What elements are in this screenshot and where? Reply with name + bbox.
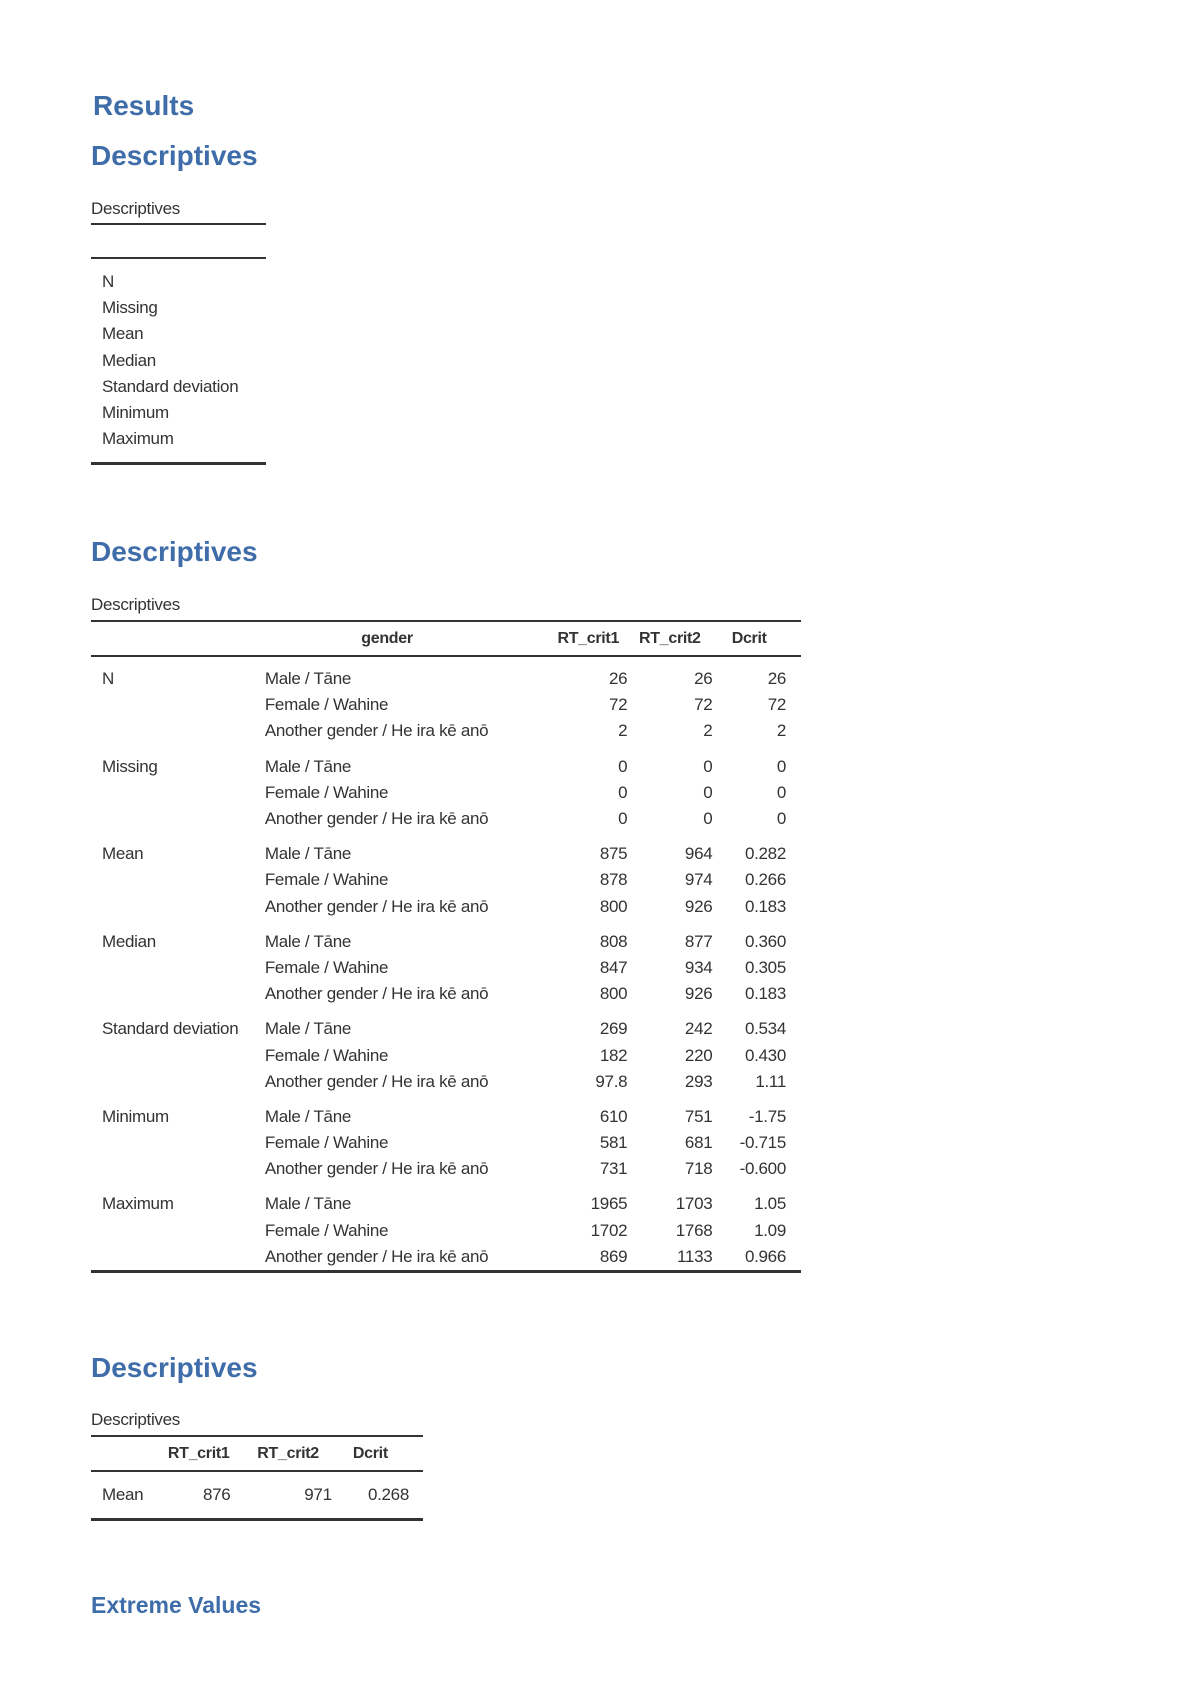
table-row xyxy=(91,981,801,1007)
gender-cell: Another gender / He ira kē anō xyxy=(264,1071,489,1091)
row-label xyxy=(91,955,265,981)
column-header-blank xyxy=(91,1436,167,1471)
value-dcrit: 0.266 xyxy=(744,870,786,890)
gender-cell: Female / Wahine xyxy=(264,1220,389,1240)
row-label xyxy=(91,1244,265,1272)
gender-cell: Male / Tāne xyxy=(264,1019,352,1039)
row-label: Median xyxy=(102,350,156,370)
value-rt-crit1: 876 xyxy=(202,1485,231,1504)
section3-caption: Descriptives xyxy=(91,1410,180,1429)
table-row xyxy=(91,745,801,780)
row-label: N xyxy=(102,669,114,689)
gender-cell: Female / Wahine xyxy=(264,870,389,890)
value-rt-crit1: 808 xyxy=(599,931,628,951)
value-rt-crit1: 26 xyxy=(608,669,628,689)
value-dcrit: 0.183 xyxy=(744,984,786,1004)
value-rt-crit1: 800 xyxy=(599,896,628,916)
gender-cell: Female / Wahine xyxy=(264,1133,389,1153)
gender-cell: Male / Tāne xyxy=(264,1194,352,1214)
gender-cell: Male / Tāne xyxy=(264,931,352,951)
column-header-dcrit: Dcrit xyxy=(712,621,801,656)
value-rt-crit1: 182 xyxy=(599,1045,628,1065)
table-row xyxy=(91,920,801,955)
table-row xyxy=(91,806,801,832)
gender-cell: Male / Tāne xyxy=(264,756,352,776)
section3-heading: Descriptives xyxy=(91,1352,258,1383)
table-row xyxy=(91,780,801,806)
gender-cell: Male / Tāne xyxy=(264,669,352,689)
value-dcrit: 0.305 xyxy=(744,957,786,977)
table-header-row xyxy=(91,1436,423,1471)
value-dcrit: 26 xyxy=(767,669,786,689)
gender-cell: Male / Tāne xyxy=(264,1106,352,1126)
column-header-rt-crit1: RT_crit1 xyxy=(167,1436,244,1471)
column-header-gender: gender xyxy=(265,621,549,656)
table-row xyxy=(91,400,266,426)
value-dcrit: 0.534 xyxy=(744,1019,786,1039)
value-rt-crit2: 0 xyxy=(703,782,713,802)
value-rt-crit2: 293 xyxy=(684,1071,713,1091)
table-row xyxy=(91,1182,801,1217)
value-dcrit: 0 xyxy=(776,782,786,802)
value-dcrit: 2 xyxy=(776,721,786,741)
row-label: Mean xyxy=(102,844,144,864)
value-rt-crit2: 926 xyxy=(684,896,713,916)
table-row xyxy=(91,832,801,867)
row-label: Missing xyxy=(102,298,158,318)
value-rt-crit1: 1965 xyxy=(590,1194,628,1214)
value-rt-crit2: 974 xyxy=(684,870,713,890)
table-row xyxy=(91,867,801,893)
table-row xyxy=(91,955,801,981)
gender-cell: Another gender / He ira kē anō xyxy=(264,809,489,829)
value-dcrit: 0.966 xyxy=(744,1246,786,1266)
gender-cell: Female / Wahine xyxy=(264,695,389,715)
table-row xyxy=(91,656,801,692)
row-label xyxy=(91,1069,265,1095)
row-label xyxy=(91,780,265,806)
gender-cell: Female / Wahine xyxy=(264,1045,389,1065)
row-label: Maximum xyxy=(102,429,174,449)
row-label xyxy=(91,981,265,1007)
value-dcrit: -1.75 xyxy=(748,1106,786,1126)
value-dcrit: 0.268 xyxy=(367,1485,409,1504)
value-dcrit: 1.09 xyxy=(754,1220,786,1240)
table-row xyxy=(91,348,266,374)
row-label xyxy=(91,1042,265,1068)
row-label xyxy=(91,1156,265,1182)
row-label: Standard deviation xyxy=(102,1019,239,1039)
row-label xyxy=(91,806,265,832)
value-rt-crit2: 0 xyxy=(703,756,713,776)
row-label xyxy=(91,718,265,744)
row-label: Minimum xyxy=(102,403,169,423)
table1-header-row xyxy=(91,224,266,258)
value-dcrit: -0.715 xyxy=(739,1133,786,1153)
gender-cell: Another gender / He ira kē anō xyxy=(264,1246,489,1266)
row-label: Missing xyxy=(102,756,158,776)
row-label: N xyxy=(102,272,114,292)
column-header-blank xyxy=(91,621,265,656)
value-rt-crit1: 269 xyxy=(599,1019,628,1039)
value-dcrit: 0.282 xyxy=(744,844,786,864)
column-header-dcrit: Dcrit xyxy=(332,1436,423,1471)
gender-cell: Another gender / He ira kē anō xyxy=(264,896,489,916)
table-row xyxy=(91,321,266,347)
value-dcrit: 0.430 xyxy=(744,1045,786,1065)
value-rt-crit1: 97.8 xyxy=(595,1071,628,1091)
gender-cell: Another gender / He ira kē anō xyxy=(264,721,489,741)
value-rt-crit1: 72 xyxy=(608,695,628,715)
value-rt-crit1: 0 xyxy=(618,809,628,829)
value-rt-crit2: 72 xyxy=(694,695,713,715)
table-row xyxy=(91,1042,801,1068)
value-rt-crit1: 0 xyxy=(618,782,628,802)
value-dcrit: -0.600 xyxy=(739,1159,786,1179)
row-label xyxy=(91,692,265,718)
row-label xyxy=(91,1218,265,1244)
table-row xyxy=(91,894,801,920)
table-row xyxy=(91,374,266,400)
value-rt-crit2: 1768 xyxy=(675,1220,713,1240)
value-rt-crit2: 971 xyxy=(304,1485,332,1504)
table-row xyxy=(91,718,801,744)
descriptives-table-1 xyxy=(91,223,266,465)
value-dcrit: 72 xyxy=(767,695,786,715)
table-row xyxy=(91,295,266,321)
value-rt-crit2: 0 xyxy=(703,809,713,829)
value-rt-crit1: 1702 xyxy=(590,1220,628,1240)
value-rt-crit1: 875 xyxy=(599,844,628,864)
section1-caption: Descriptives xyxy=(91,199,180,218)
table-row xyxy=(91,1095,801,1130)
value-rt-crit2: 926 xyxy=(684,984,713,1004)
row-label xyxy=(91,894,265,920)
value-dcrit: 0 xyxy=(776,809,786,829)
value-rt-crit1: 2 xyxy=(618,721,628,741)
row-label: Median xyxy=(102,931,156,951)
column-header-rt-crit2: RT_crit2 xyxy=(244,1436,331,1471)
value-rt-crit1: 610 xyxy=(599,1106,628,1126)
table-row xyxy=(91,1069,801,1095)
value-rt-crit2: 2 xyxy=(703,721,713,741)
table-row xyxy=(91,426,266,464)
value-dcrit: 0.183 xyxy=(744,896,786,916)
descriptives-summary-table xyxy=(91,1435,423,1521)
value-rt-crit1: 731 xyxy=(599,1159,628,1179)
table-row xyxy=(91,258,266,295)
value-dcrit: 1.05 xyxy=(754,1194,786,1214)
table-row xyxy=(91,1471,423,1520)
gender-cell: Another gender / He ira kē anō xyxy=(264,984,489,1004)
table-header-row xyxy=(91,621,801,656)
row-label xyxy=(91,1130,265,1156)
table-row xyxy=(91,692,801,718)
section2-heading: Descriptives xyxy=(91,536,258,567)
value-dcrit: 0.360 xyxy=(744,931,786,951)
value-rt-crit1: 0 xyxy=(618,756,628,776)
value-rt-crit1: 869 xyxy=(599,1246,628,1266)
row-label xyxy=(91,867,265,893)
value-rt-crit2: 1133 xyxy=(677,1246,713,1266)
table-row xyxy=(91,1244,801,1272)
gender-cell: Another gender / He ira kē anō xyxy=(264,1159,489,1179)
column-header-rt-crit2: RT_crit2 xyxy=(627,621,712,656)
value-rt-crit2: 242 xyxy=(684,1019,713,1039)
value-rt-crit1: 581 xyxy=(599,1133,628,1153)
results-title: Results xyxy=(93,90,195,121)
value-rt-crit2: 964 xyxy=(684,844,713,864)
row-label: Mean xyxy=(102,1485,144,1504)
section2-caption: Descriptives xyxy=(91,595,180,614)
value-rt-crit2: 934 xyxy=(684,957,713,977)
section4-heading: Extreme Values xyxy=(91,1592,262,1618)
table-row xyxy=(91,1130,801,1156)
gender-cell: Female / Wahine xyxy=(264,957,389,977)
value-rt-crit1: 878 xyxy=(599,870,628,890)
row-label: Maximum xyxy=(102,1194,174,1214)
value-rt-crit1: 847 xyxy=(599,957,628,977)
value-rt-crit2: 877 xyxy=(684,931,713,951)
row-label: Standard deviation xyxy=(102,376,239,396)
value-dcrit: 0 xyxy=(776,756,786,776)
value-rt-crit2: 1703 xyxy=(675,1194,713,1214)
value-rt-crit2: 718 xyxy=(684,1159,713,1179)
gender-cell: Male / Tāne xyxy=(264,844,352,864)
value-rt-crit2: 220 xyxy=(684,1045,713,1065)
column-header-rt-crit1: RT_crit1 xyxy=(549,621,627,656)
row-label: Minimum xyxy=(102,1106,169,1126)
value-dcrit: 1.11 xyxy=(755,1071,786,1091)
gender-cell: Female / Wahine xyxy=(264,782,389,802)
value-rt-crit2: 26 xyxy=(694,669,713,689)
section1-heading: Descriptives xyxy=(91,140,258,171)
table-row xyxy=(91,1218,801,1244)
value-rt-crit2: 681 xyxy=(684,1133,713,1153)
table-row xyxy=(91,1156,801,1182)
row-label: Mean xyxy=(102,324,144,344)
descriptives-by-gender-table xyxy=(91,620,801,1273)
table-row xyxy=(91,1007,801,1042)
value-rt-crit2: 751 xyxy=(684,1106,713,1126)
value-rt-crit1: 800 xyxy=(599,984,628,1004)
